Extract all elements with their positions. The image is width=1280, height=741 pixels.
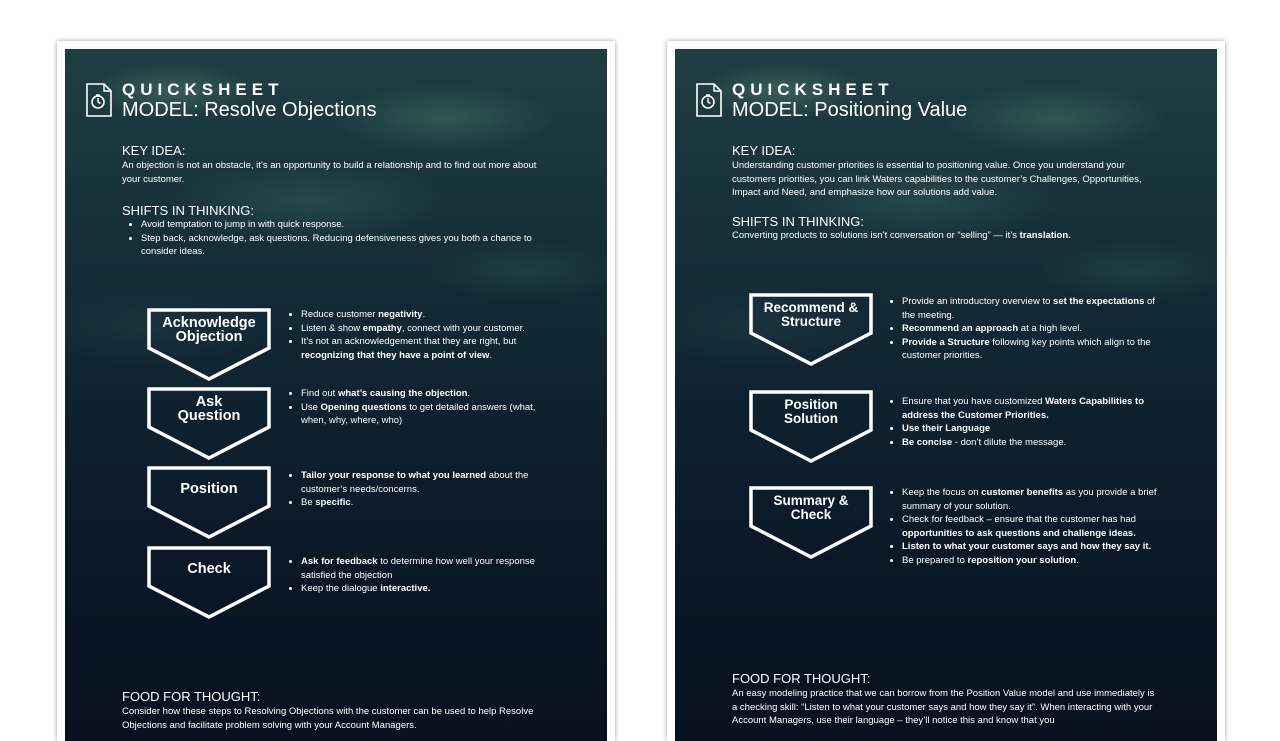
bullet-text: Ensure that you have customized xyxy=(902,396,1046,407)
shifts-text-pre: Converting products to solutions isn’t conversation or “selling” — it’s xyxy=(732,230,1020,241)
process-step-chevron xyxy=(147,387,271,461)
step-bullets xyxy=(885,295,1164,363)
bullet-bold-text: Ask for feedback xyxy=(301,556,378,567)
bullet-bold-text: Use their Language xyxy=(902,423,991,434)
step-label: Position Solution xyxy=(784,397,838,426)
step-bullets xyxy=(885,486,1164,567)
bullet-text: to get detailed answers (what, when, why, where, who) xyxy=(301,401,536,426)
quicksheet-positioning-value xyxy=(667,41,1225,741)
bullet-bold-text: Waters Capabilities to address the Customer Priorities. xyxy=(902,396,1145,421)
bullet-bold-text: Opening questions xyxy=(320,401,407,413)
shifts-heading: SHIFTS IN THINKING: xyxy=(122,203,254,218)
bullet-bold-text: Provide a Structure xyxy=(902,336,990,348)
model-title: MODEL: Positioning Value xyxy=(732,99,968,121)
bullet-bold-text: recognizing that they have a point of view xyxy=(301,349,490,361)
bullet-text: , connect with your customer. xyxy=(401,322,525,334)
document-clock-icon xyxy=(85,82,113,118)
bullet-bold-text: opportunities to ask questions and challenge ideas. xyxy=(902,527,1136,539)
step-bullet xyxy=(902,336,1164,363)
chevron-shape xyxy=(147,466,271,540)
bullet-text: Find out xyxy=(301,388,338,399)
step-bullet xyxy=(902,295,1164,322)
step-bullet xyxy=(902,554,1164,568)
sheet-background xyxy=(675,49,1217,741)
step-bullet xyxy=(301,469,561,496)
step-label: Check xyxy=(187,561,231,577)
bullet-text: Keep the focus on xyxy=(902,487,982,498)
quicksheet-label: QUICKSHEET xyxy=(122,80,284,99)
food-heading: FOOD FOR THOUGHT: xyxy=(122,689,261,704)
step-bullet xyxy=(902,436,1164,450)
bullet-text: Keep the dialogue xyxy=(301,583,381,594)
step-bullets xyxy=(284,555,561,596)
bullet-text: Be xyxy=(301,497,316,508)
bullet-bold-text: interactive. xyxy=(380,583,431,594)
step-bullets xyxy=(284,469,561,510)
model-title: MODEL: Resolve Objections xyxy=(122,99,377,121)
key-idea-text: Understanding customer priorities is essential to positioning value. Once you understand your customers priorities, you can link Waters capabilities to the customer’s Challenges, Opportunities, Impact and Need, and emphasize how our solutions add value. xyxy=(732,160,1142,198)
food-text: An easy modeling practice that we can borrow from the Position Value model and use immediately is a checking skill: “Listen to what your customer says and how they say it”. When interacting with your Account Managers, use their language – they’ll notice this and know that you xyxy=(732,688,1155,726)
step-bullet xyxy=(301,308,561,322)
shifts-heading: SHIFTS IN THINKING: xyxy=(732,214,864,229)
step-bullet xyxy=(902,395,1164,422)
sheet-background xyxy=(65,49,607,741)
step-bullet xyxy=(301,387,561,401)
bullet-text: Use xyxy=(301,401,321,413)
bullet-text: It’s not an acknowledgement that they are right, but xyxy=(301,336,517,347)
bullet-text: . xyxy=(1076,554,1079,566)
process-step-chevron xyxy=(749,486,873,560)
step-bullet xyxy=(301,322,561,336)
bullet-text: of the meeting. xyxy=(902,296,1155,321)
bullet-text: Check for feedback – ensure that the customer has had xyxy=(902,514,1136,525)
quicksheet-resolve-objections xyxy=(57,41,615,741)
bullet-text: as you provide a brief summary of your solution. xyxy=(902,487,1157,512)
bullet-text: Provide an introductory overview to xyxy=(902,296,1054,307)
key-idea-text: An objection is not an obstacle, it’s an opportunity to build a relationship and to find out more about your customer. xyxy=(122,160,537,185)
bullet-bold-text: Tailor your response to what you learned xyxy=(301,470,487,481)
food-heading: FOOD FOR THOUGHT: xyxy=(732,671,871,686)
bullet-text: about the customer’s needs/concerns. xyxy=(301,470,529,495)
bullet-text: - don’t dilute the message. xyxy=(952,436,1067,448)
step-bullet xyxy=(301,555,561,582)
bullet-bold-text: set the expectations xyxy=(1053,296,1145,307)
food-text: Consider how these steps to Resolving Objections with the customer can be used to help Resolve Objections and facilitate problem solving with your Account Managers. xyxy=(122,706,534,731)
step-bullet xyxy=(902,422,1164,436)
bullet-text: . xyxy=(467,388,471,399)
process-step-chevron xyxy=(147,546,271,620)
step-bullets xyxy=(284,387,561,428)
step-label: Recommend & Structure xyxy=(763,300,859,329)
step-label: Summary & Check xyxy=(773,493,849,522)
bullet-text: at a high level. xyxy=(1018,323,1083,334)
document-clock-icon xyxy=(695,82,723,118)
process-step-chevron xyxy=(749,390,873,464)
bullet-text: to determine how well your response satisfied the objection xyxy=(301,556,535,581)
step-bullets xyxy=(284,308,561,362)
step-label: Position xyxy=(180,481,238,497)
step-label: Acknowledge Objection xyxy=(162,315,256,345)
step-bullet xyxy=(301,582,561,596)
key-idea-heading: KEY IDEA: xyxy=(732,143,796,158)
bullet-bold-text: customer benefits xyxy=(981,487,1064,498)
bullet-text: . xyxy=(422,309,426,320)
shifts-list xyxy=(124,218,561,259)
step-bullet xyxy=(301,496,561,510)
shifts-item: • Avoid temptation to jump in with quick response. xyxy=(141,218,561,232)
bullet-bold-text: empathy xyxy=(362,322,402,334)
bullet-text: Reduce customer xyxy=(301,309,379,320)
bullet-text: Be prepared to xyxy=(902,554,968,566)
bullet-bold-text: what’s causing the objection xyxy=(337,388,468,399)
bullet-bold-text: specific xyxy=(315,497,351,508)
step-bullet xyxy=(301,335,561,362)
process-step-chevron xyxy=(749,293,873,367)
shifts-text-bold: translation. xyxy=(1019,230,1071,241)
bullet-text: . xyxy=(350,497,354,508)
bullet-bold-text: Recommend an approach xyxy=(902,323,1019,334)
shifts-text xyxy=(732,229,1162,243)
process-step-chevron xyxy=(147,308,271,382)
step-bullet xyxy=(902,322,1164,336)
step-bullets xyxy=(885,395,1164,449)
shifts-item: • Step back, acknowledge, ask questions. Reducing defensiveness gives you both a chance to consider ideas. xyxy=(141,232,561,259)
bullet-bold-text: negativity xyxy=(378,309,423,320)
process-step-chevron xyxy=(147,466,271,540)
bullet-text: . xyxy=(489,349,493,361)
step-bullet xyxy=(902,540,1164,554)
quicksheet-label: QUICKSHEET xyxy=(732,80,894,99)
chevron-shape xyxy=(147,546,271,620)
step-label: Ask Question xyxy=(177,394,241,424)
bullet-text: following key points which align to the customer priorities. xyxy=(902,336,1151,361)
step-bullet xyxy=(902,486,1164,513)
key-idea-heading: KEY IDEA: xyxy=(122,143,186,158)
bullet-bold-text: reposition your solution xyxy=(967,554,1077,566)
bullet-text: Listen & show xyxy=(301,322,363,334)
bullet-bold-text: Listen to what your customer says and how they say it. xyxy=(902,541,1152,552)
step-bullet xyxy=(902,513,1164,540)
bullet-bold-text: Be concise xyxy=(902,436,953,448)
step-bullet xyxy=(301,401,561,428)
